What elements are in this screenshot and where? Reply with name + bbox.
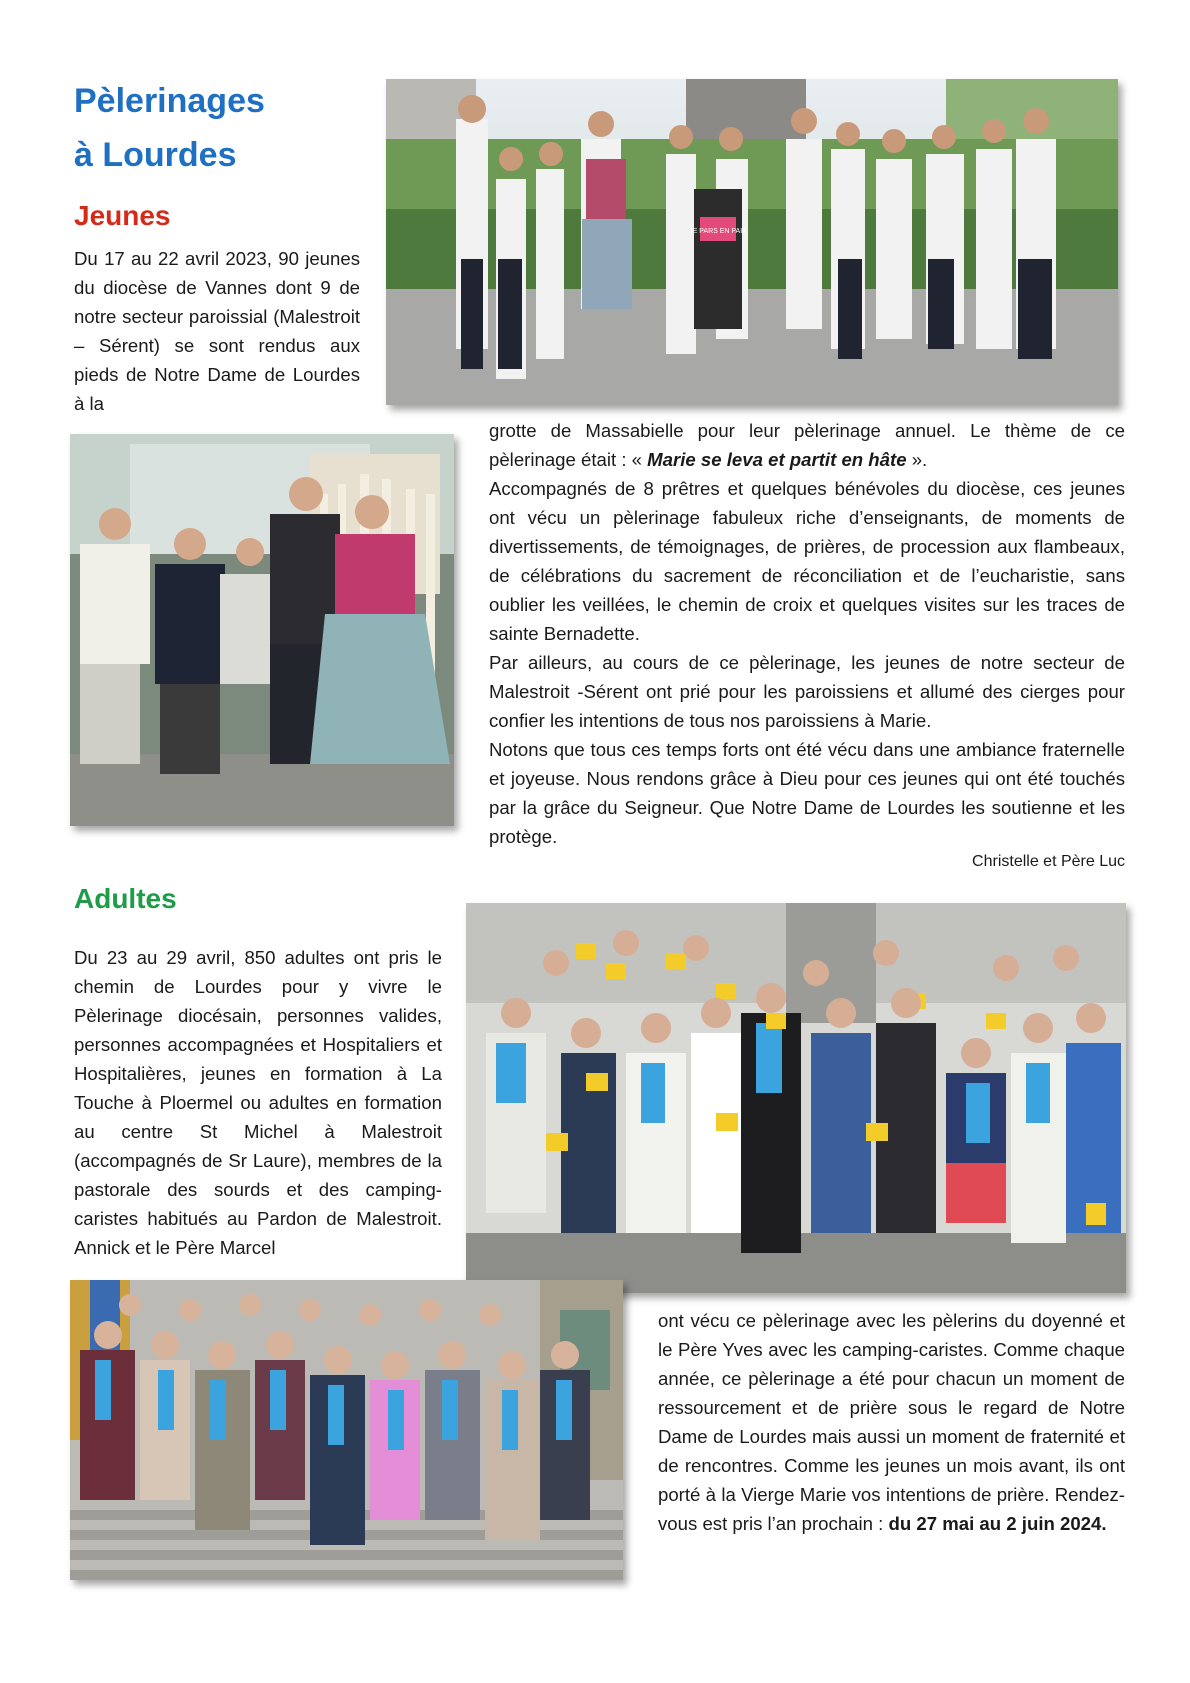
- title-line-1: Pèlerinages: [74, 82, 265, 120]
- photo-adults-umbrellas: [466, 903, 1126, 1293]
- adultes-intro-paragraph: Du 23 au 29 avril, 850 adultes ont pris le chemin de Lourdes pour y vivre le Pèlerinage diocésain, personnes valides, personnes accompagnées et Hospitaliers et Hospitalières, jeunes en formation à La Touche à Ploermel ou adultes en formation au centre St Michel à Malestroit (accompagnés de Sr Laure), membres de la pastorale des sourds et des camping-caristes habitués au Pardon de Malestroit. Annick et le Père Marcel: [74, 947, 442, 1258]
- page-title: [74, 74, 265, 182]
- jeunes-body-text: [489, 416, 1125, 851]
- jeunes-intro-text: [74, 244, 360, 418]
- jeunes-signature: Christelle et Père Luc: [972, 853, 1125, 870]
- section-heading-adultes: Adultes: [74, 883, 177, 914]
- photo-adults-steps: [70, 1280, 623, 1580]
- jeunes-paragraph-3: Par ailleurs, au cours de ce pèlerinage, les jeunes de notre secteur de Malestroit -Sérent ont prié pour les paroissiens et allumé des cierges pour confier les intentions de tous nos paroissiens à Marie.: [489, 652, 1125, 731]
- adultes-intro-text: [74, 943, 442, 1262]
- jeunes-paragraph-2: Accompagnés de 8 prêtres et quelques bénévoles du diocèse, ces jeunes ont vécu un pèlerinage fabuleux riche d’enseignants, de moments de divertissements, de témoignages, de prières, de procession aux flambeaux, de célébrations du sacrement de réconciliation et de l’eucharistie, sans oublier les veillées, le chemin de croix et quelques visites sur les traces de sainte Bernadette.: [489, 478, 1125, 644]
- photo-sign-text: JE PARS EN PAIX: [689, 228, 747, 235]
- jeunes-p1-lead: grotte de Massabielle pour leur pèlerinage annuel. Le thème de ce pèlerinage était : «: [489, 420, 1125, 470]
- title-line-2: à Lourdes: [74, 136, 237, 174]
- jeunes-paragraph-4: Notons que tous ces temps forts ont été vécu dans une ambiance fraternelle et joyeuse. Nous rendons grâce à Dieu pour ces jeunes qui ont été touchés par la grâce du Seigneur. Que Notre Dame de Lourdes les soutienne et les protège.: [489, 739, 1125, 847]
- adultes-body-text: [658, 1306, 1125, 1538]
- jeunes-paragraph-1: [489, 416, 1125, 474]
- jeunes-theme: Marie se leva et partit en hâte: [647, 449, 907, 470]
- jeunes-p1-tail: ».: [906, 449, 928, 470]
- next-pilgrimage-dates: du 27 mai au 2 juin 2024.: [888, 1513, 1107, 1534]
- section-heading-jeunes: Jeunes: [74, 200, 171, 231]
- photo-youth-group-outdoor: [386, 79, 1118, 405]
- photo-youth-candles: [70, 434, 454, 826]
- adultes-continuation: ont vécu ce pèlerinage avec les pèlerins du doyenné et le Père Yves avec les camping-caristes. Comme chaque année, ce pèlerinage a été pour chacun un moment de ressourcement et de prière sous le regard de Notre Dame de Lourdes mais aussi un moment de fraternité et de rencontres. Comme les jeunes un mois avant, ils ont porté à la Vierge Marie vos intentions de prière. Rendez-vous est pris l’an prochain :: [658, 1310, 1125, 1534]
- adultes-paragraph: [658, 1306, 1125, 1538]
- jeunes-intro-paragraph: Du 17 au 22 avril 2023, 90 jeunes du diocèse de Vannes dont 9 de notre secteur paroissial (Malestroit – Sérent) se sont rendus aux pieds de Notre Dame de Lourdes à la: [74, 248, 360, 414]
